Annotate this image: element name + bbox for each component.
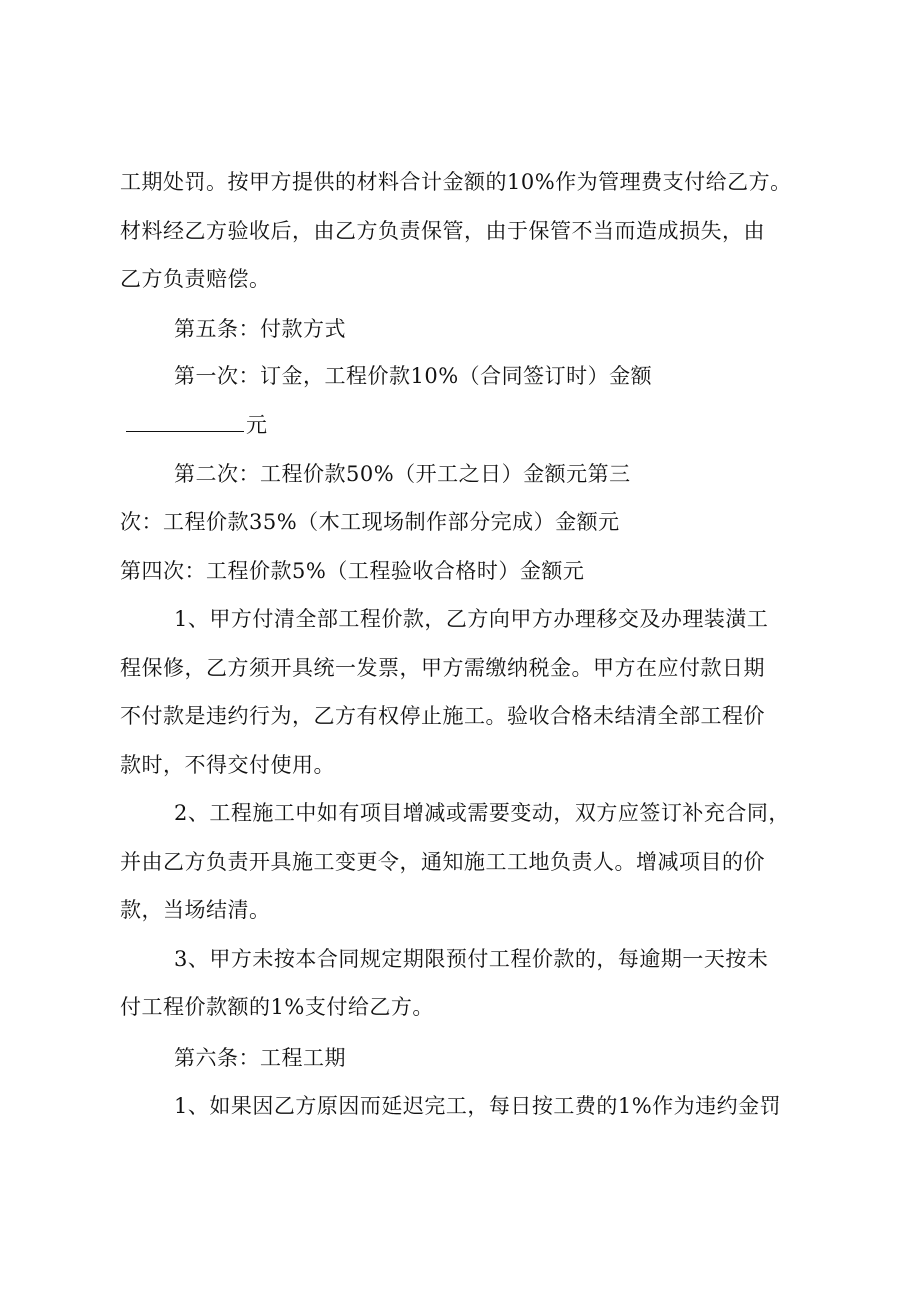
amount-line [126, 411, 268, 439]
paragraph-line: 工期处罚。按甲方提供的材料合计金额的10%作为管理费支付给乙方。 [120, 170, 792, 194]
paragraph-line: 并由乙方负责开具施工变更令，通知施工工地负责人。增减项目的价 [120, 850, 765, 874]
paragraph-line: 1、甲方付清全部工程价款，乙方向甲方办理移交及办理装潢工 [174, 607, 769, 631]
paragraph-line: 次：工程价款35%（木工现场制作部分完成）金额元 [120, 510, 620, 534]
paragraph-line: 材料经乙方验收后，由乙方负责保管，由于保管不当而造成损失，由 [120, 219, 765, 243]
paragraph-line: 付工程价款额的1%支付给乙方。 [120, 995, 434, 1019]
paragraph-line: 不付款是违约行为，乙方有权停止施工。验收合格未结清全部工程价 [120, 704, 765, 728]
amount-blank [126, 411, 244, 432]
amount-unit: 元 [246, 413, 268, 437]
paragraph-line: 款，当场结清。 [120, 898, 271, 922]
paragraph-line: 乙方负责赔偿。 [120, 267, 271, 291]
section-heading: 第五条：付款方式 [174, 317, 346, 341]
paragraph-line: 3、甲方未按本合同规定期限预付工程价款的，每逾期一天按未 [174, 947, 769, 971]
paragraph-line: 款时，不得交付使用。 [120, 753, 335, 777]
paragraph-line: 第四次：工程价款5%（工程验收合格时）金额元 [120, 559, 585, 583]
paragraph-line: 1、如果因乙方原因而延迟完工，每日按工费的1%作为违约金罚 [174, 1094, 782, 1118]
paragraph-line: 第一次：订金，工程价款10%（合同签订时）金额 [174, 364, 653, 388]
paragraph-line: 第二次：工程价款50%（开工之日）金额元第三 [174, 462, 631, 486]
section-heading: 第六条：工程工期 [174, 1046, 346, 1070]
paragraph-line: 程保修，乙方须开具统一发票，甲方需缴纳税金。甲方在应付款日期 [120, 656, 765, 680]
paragraph-line: 2、工程施工中如有项目增减或需要变动，双方应签订补充合同， [174, 801, 790, 825]
